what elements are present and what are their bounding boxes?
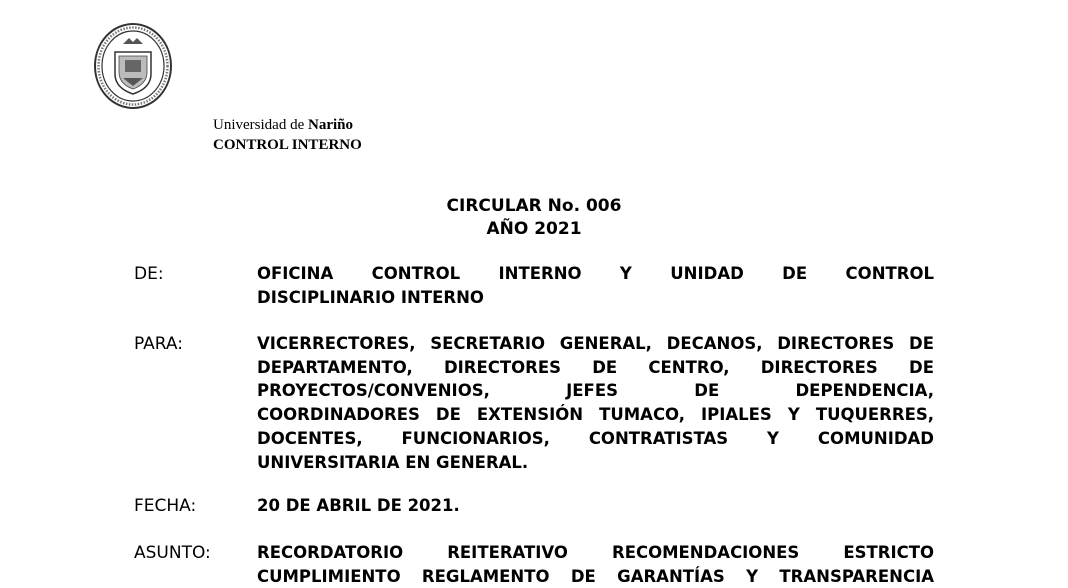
fecha-label: FECHA: — [134, 496, 197, 516]
para-value — [257, 332, 934, 474]
de-line: DISCIPLINARIO INTERNO — [257, 287, 484, 307]
fecha-line: 20 DE ABRIL DE 2021. — [257, 496, 460, 515]
de-line: OFICINA CONTROL INTERNO Y UNIDAD DE CONTROL — [257, 264, 934, 283]
university-prefix: Universidad de — [213, 117, 305, 133]
department-name — [213, 136, 362, 154]
para-line: DEPARTAMENTO, DIRECTORES DE CENTRO, DIRECTORES DE — [257, 357, 934, 377]
department-label: CONTROL INTERNO — [213, 137, 362, 153]
asunto-value — [257, 541, 934, 588]
asunto-label: ASUNTO: — [134, 543, 211, 563]
fecha-value — [257, 494, 934, 518]
para-line: UNIVERSITARIA EN GENERAL. — [257, 452, 529, 472]
para-line: PROYECTOS/CONVENIOS, JEFES DE DEPENDENCIA, — [257, 381, 934, 401]
circular-number: CIRCULAR No. 006 — [446, 196, 622, 216]
asunto-line: CUMPLIMIENTO REGLAMENTO DE GARANTÍAS Y TRANSPARENCIA — [257, 566, 934, 586]
asunto-line: RECORDATORIO REITERATIVO RECOMENDACIONES ESTRICTO — [257, 543, 934, 562]
circular-year: AÑO 2021 — [486, 219, 582, 239]
university-name-bold: Nariño — [307, 117, 353, 133]
university-seal-icon — [93, 22, 173, 110]
para-line: VICERRECTORES, SECRETARIO GENERAL, DECANOS, DIRECTORES DE — [257, 334, 934, 353]
para-label: PARA: — [134, 334, 183, 354]
de-label: DE: — [134, 264, 164, 284]
para-line: COORDINADORES DE EXTENSIÓN TUMACO, IPIALES Y TUQUERRES, — [257, 405, 934, 425]
university-name — [213, 116, 353, 134]
de-value — [257, 262, 934, 309]
para-line: DOCENTES, FUNCIONARIOS, CONTRATISTAS Y COMUNIDAD — [257, 428, 934, 448]
